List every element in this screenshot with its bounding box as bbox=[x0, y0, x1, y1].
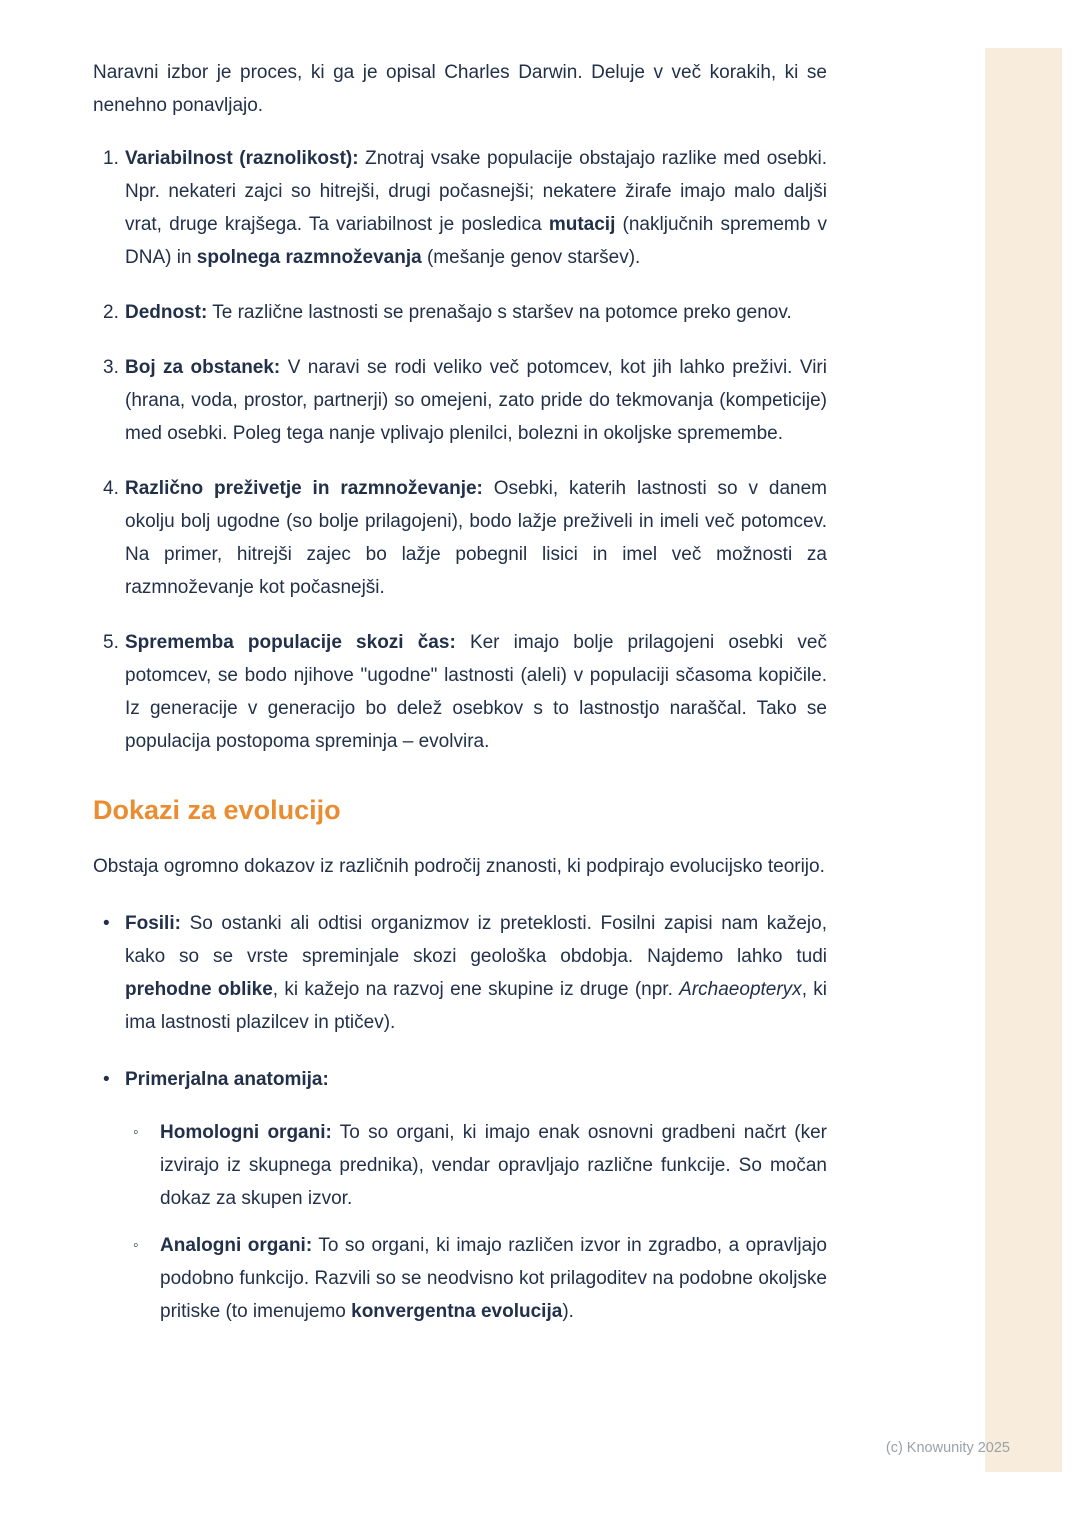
list-number: 5. bbox=[103, 632, 119, 653]
bullet-icon: • bbox=[103, 1069, 110, 1090]
list-item-text: Dednost: Te različne lastnosti se prenašajo s staršev na potomce preko genov. bbox=[125, 302, 792, 323]
copyright-footer: (c) Knowunity 2025 bbox=[885, 1440, 1010, 1456]
sub-bullet-item-analogni bbox=[125, 1229, 827, 1328]
bullet-list bbox=[93, 907, 827, 1328]
list-item-text: Boj za obstanek: V naravi se rodi veliko več potomcev, kot jih lahko preživi. Viri (hrana, voda, prostor, partnerji) so omejeni, zato pride do tekmovanja (kompeticije) med osebki. Poleg tega nanje vplivajo plenilci, bolezni in okoljske spremembe. bbox=[125, 357, 827, 444]
list-number: 2. bbox=[103, 302, 119, 323]
list-item-sprememba-populacije bbox=[93, 626, 827, 758]
list-item-text: Različno preživetje in razmnoževanje: Osebki, katerih lastnosti so v danem okolju bolj ugodne (so bolje prilagojeni), bodo lažje preživeli in imeli več potomcev. Na primer, hitrejši zajec bo lažje pobegnil lisici in imel več možnosti za razmnoževanje kot počasnejši. bbox=[125, 478, 827, 598]
bullet-item-primerjalna-anatomija bbox=[93, 1063, 827, 1328]
list-item-boj-za-obstanek bbox=[93, 351, 827, 450]
list-item-dednost bbox=[93, 296, 827, 329]
bullet-text: Fosili: So ostanki ali odtisi organizmov iz preteklosti. Fosilni zapisi nam kažejo, kako so se vrste spreminjale skozi geološka obdobja. Najdemo lahko tudi prehodne oblike, ki kažejo na razvoj ene skupine iz druge (npr. Archaeopteryx, ki ima lastnosti plazilcev in ptičev). bbox=[125, 913, 827, 1033]
list-item-variabilnost bbox=[93, 142, 827, 274]
sub-bullet-text: Homologni organi: To so organi, ki imajo enak osnovni gradbeni načrt (ker izvirajo iz skupnega prednika), vendar opravljajo različne funkcije. So močan dokaz za skupen izvor. bbox=[160, 1122, 827, 1209]
circle-bullet-icon: ◦ bbox=[133, 1237, 139, 1254]
list-item-text: Sprememba populacije skozi čas: Ker imajo bolje prilagojeni osebki več potomcev, se bodo njihove "ugodne" lastnosti (aleli) v populaciji sčasoma kopičile. Iz generacije v generacijo bo delež osebkov s to lastnostjo naraščal. Tako se populacija postopoma spreminja – evolvira. bbox=[125, 632, 827, 752]
list-item-razlicno-prezivetje bbox=[93, 472, 827, 604]
intro-paragraph: Naravni izbor je proces, ki ga je opisal Charles Darwin. Deluje v več korakih, ki se nenehno ponavljajo. bbox=[93, 62, 827, 116]
sub-bullet-text: Analogni organi: To so organi, ki imajo različen izvor in zgradbo, a opravljajo podobno funkcijo. Razvili so se neodvisno kot prilagoditev na podobne okoljske pritiske (to imenujemo konvergentna evolucija). bbox=[160, 1235, 827, 1322]
circle-bullet-icon: ◦ bbox=[133, 1124, 139, 1141]
sub-bullet-item-homologni bbox=[125, 1116, 827, 1215]
sub-bullet-list bbox=[125, 1116, 827, 1328]
list-number: 1. bbox=[103, 148, 119, 169]
numbered-list bbox=[93, 142, 827, 758]
list-number: 4. bbox=[103, 478, 119, 499]
list-item-text: Variabilnost (raznolikost): Znotraj vsake populacije obstajajo razlike med osebki. Npr. nekateri zajci so hitrejši, drugi počasnejši; nekatere žirafe imajo malo daljši vrat, druge krajšega. Ta variabilnost je posledica mutacij (naključnih sprememb v DNA) in spolnega razmnoževanja (mešanje genov staršev). bbox=[125, 148, 828, 268]
list-number: 3. bbox=[103, 357, 119, 378]
evidence-intro-paragraph: Obstaja ogromno dokazov iz različnih področij znanosti, ki podpirajo evolucijsko teorijo. bbox=[93, 856, 825, 877]
bullet-text: Primerjalna anatomija: bbox=[125, 1069, 329, 1090]
bullet-item-fosili bbox=[93, 907, 827, 1039]
bullet-icon: • bbox=[103, 913, 110, 934]
section-heading: Dokazi za evolucijo bbox=[93, 795, 341, 825]
